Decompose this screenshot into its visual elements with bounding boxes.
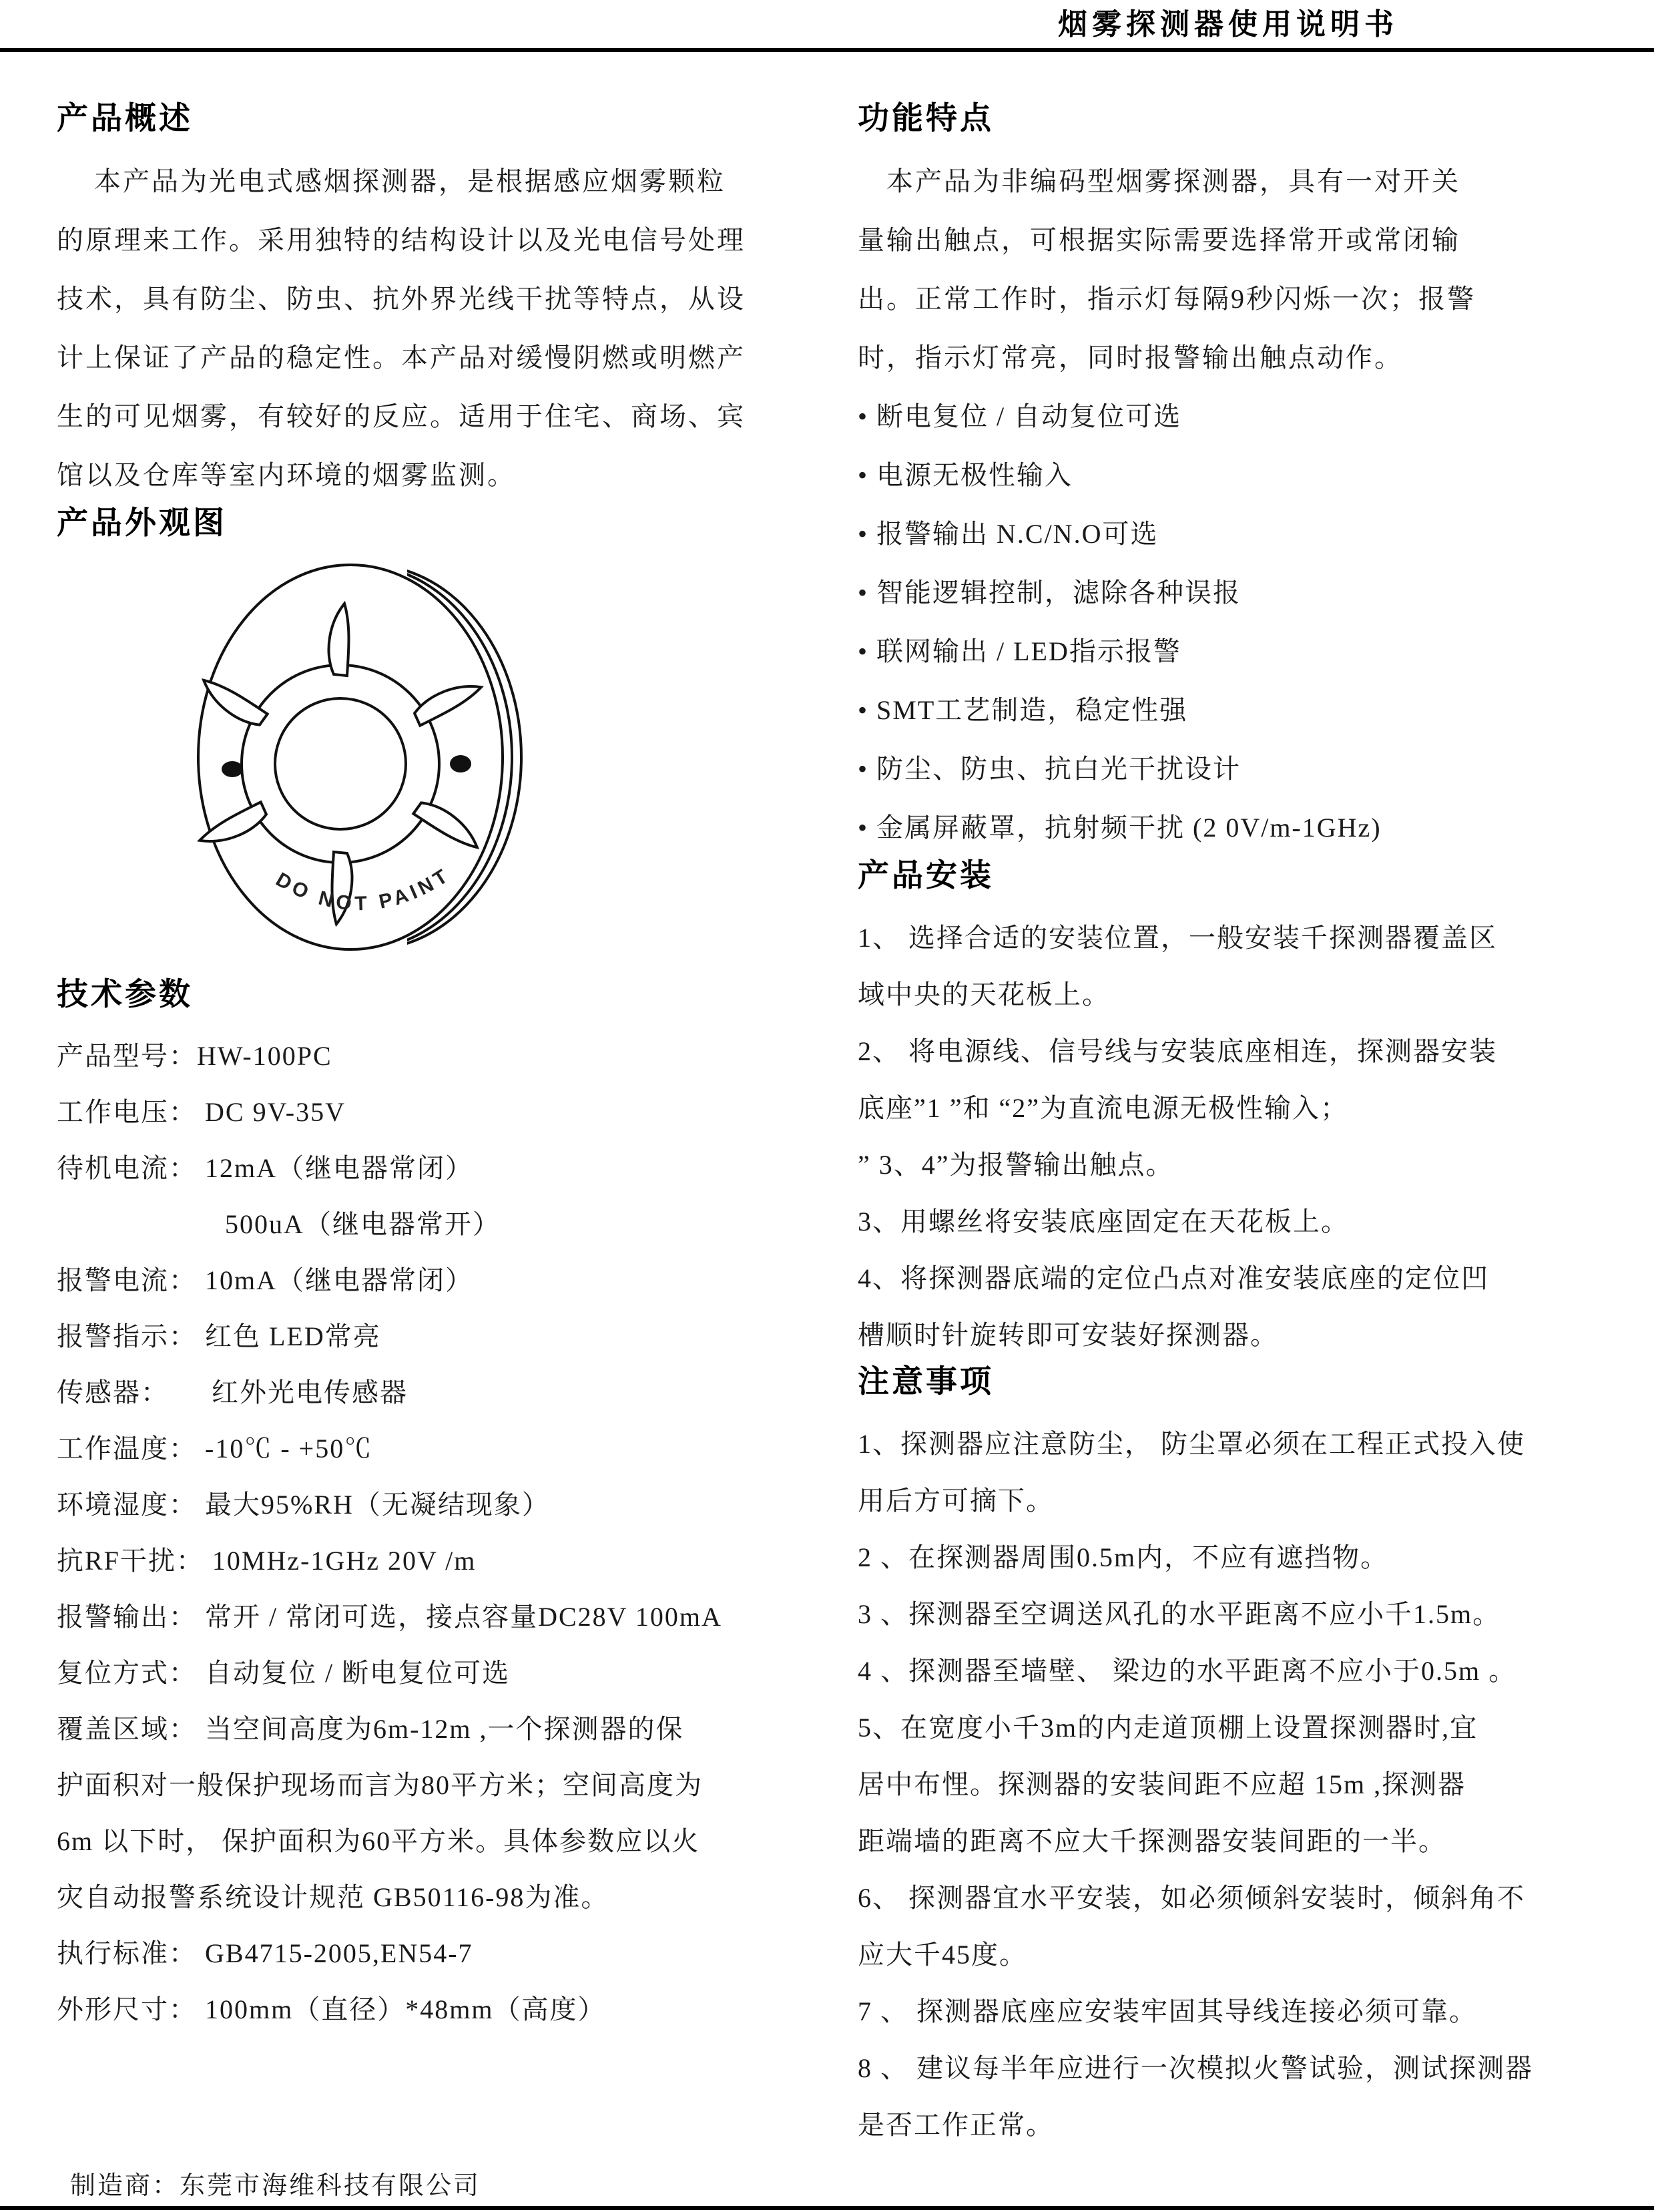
tech-param-line: 抗RF干扰： 10MHz-1GHz 20V /m [57, 1546, 477, 1576]
install-step-line: 1、 选择合适的安装位置，一般安装千探测器覆盖区 [858, 923, 1497, 953]
tech-param-line: 覆盖区域： 当空间高度为6m-12m ,一个探测器的保 [57, 1714, 684, 1744]
detector-led-dot-right [450, 755, 471, 772]
install-steps-list [858, 909, 1635, 1363]
feature-bullet-item: • 金属屏蔽罩，抗射频干扰 (2 0V/m-1GHz) [858, 813, 1382, 843]
header-divider [0, 48, 1654, 52]
tech-param-line: 执行标准： GB4715-2005,EN54-7 [57, 1938, 473, 1968]
features-text-line: 量输出触点，可根据实际需要选择常开或常闭输 [858, 225, 1460, 255]
feature-bullet-item: • 智能逻辑控制，滤除各种误报 [858, 578, 1242, 608]
note-line: 应大千45度。 [858, 1940, 1027, 1970]
note-line: 3 、探测器至空调送风孔的水平距离不应小千1.5m。 [858, 1599, 1501, 1629]
tech-param-line: 6m 以下时， 保护面积为60平方米。具体参数应以火 [57, 1826, 700, 1856]
install-step-line: 3、用螺丝将安装底座固定在天花板上。 [858, 1206, 1349, 1237]
manufacturer-line: 制造商：东莞市海维科技有限公司 [70, 2172, 481, 2200]
tech-param-line: 外形尺寸： 100mm（直径）*48mm（高度） [57, 1994, 606, 2024]
note-line: 4 、探测器至墙壁、 梁边的水平距离不应小于0.5m 。 [858, 1656, 1517, 1686]
note-line: 8 、 建议每半年应进行一次模拟火警试验，测试探测器 [858, 2053, 1533, 2083]
tech-param-line: 传感器： 红外光电传感器 [57, 1377, 408, 1407]
install-step-line: 4、将探测器底端的定位凸点对准安装底座的定位凹 [858, 1263, 1489, 1293]
tech-param-line: 报警指示： 红色 LED常亮 [57, 1321, 381, 1351]
install-step-line: 槽顺时针旋转即可安装好探测器。 [858, 1320, 1278, 1350]
overview-text-line: 的原理来工作。采用独特的结构设计以及光电信号处理 [57, 225, 746, 255]
install-step-line: 2、 将电源线、信号线与安装底座相连，探测器安装 [858, 1036, 1497, 1066]
note-line: 距端墙的距离不应大千探测器安装间距的一半。 [858, 1826, 1446, 1856]
smoke-detector-drawing [194, 557, 527, 957]
tech-params-list [57, 1028, 788, 2038]
notes-list [858, 1415, 1635, 2153]
note-line: 用后方可摘下。 [858, 1486, 1054, 1516]
features-text-line: 本产品为非编码型烟雾探测器，具有一对开关 [858, 166, 1460, 196]
feature-bullet-item: • 防尘、防虫、抗白光干扰设计 [858, 754, 1242, 784]
note-line: 7 、 探测器底座应安装牢固其导线连接必须可靠。 [858, 1996, 1477, 2026]
note-line: 是否工作正常。 [858, 2110, 1054, 2140]
overview-text-line: 馆以及仓库等室内环境的烟雾监测。 [57, 460, 516, 490]
left-column [57, 100, 788, 2038]
note-line: 6、 探测器宜水平安装，如必须倾斜安装时，倾斜角不 [858, 1883, 1525, 1913]
page-title: 烟雾探测器使用说明书 [1058, 8, 1398, 41]
features-bullet-list [858, 387, 1635, 857]
tech-param-line: 工作温度： -10℃ - +50℃ [57, 1433, 373, 1464]
feature-bullet-item: • 电源无极性输入 [858, 460, 1073, 490]
overview-text-line: 计上保证了产品的稳定性。本产品对缓慢阴燃或明燃产 [57, 343, 746, 373]
note-line: 居中布悝。探测器的安装间距不应超 15m ,探测器 [858, 1769, 1466, 1799]
tech-param-line: 工作电压： DC 9V-35V [57, 1097, 346, 1127]
section-heading-notes: 注意事项 [858, 1363, 994, 1399]
note-line: 2 、在探测器周围0.5m内，不应有遮挡物。 [858, 1542, 1389, 1572]
section-heading-overview: 产品概述 [57, 100, 193, 136]
tech-param-line: 报警输出： 常开 / 常闭可选，接点容量DC28V 100mA [57, 1602, 722, 1632]
section-heading-tech-params: 技术参数 [57, 976, 193, 1012]
install-step-line: 底座”1 ”和 “2”为直流电源无极性输入； [858, 1093, 1349, 1123]
section-heading-install: 产品安装 [858, 857, 994, 893]
feature-bullet-item: • 报警输出 N.C/N.O可选 [858, 519, 1159, 549]
right-column [858, 100, 1635, 2153]
install-step-line: 域中央的天花板上。 [858, 979, 1110, 1010]
install-step-line: ” 3、4”为报警输出触点。 [858, 1150, 1174, 1180]
footer-divider [0, 2206, 1654, 2210]
detector-led-dot-left [222, 761, 243, 777]
tech-param-line: 复位方式： 自动复位 / 断电复位可选 [57, 1658, 511, 1688]
tech-param-line: 环境湿度： 最大95%RH（无凝结现象） [57, 1490, 550, 1520]
tech-param-line: 报警电流： 10mA（继电器常闭） [57, 1265, 473, 1295]
feature-bullet-item: • 断电复位 / 自动复位可选 [858, 401, 1182, 431]
tech-param-line: 护面积对一般保护现场而言为80平方米；空间高度为 [57, 1770, 703, 1800]
features-text-line: 时，指示灯常亮，同时报警输出触点动作。 [858, 343, 1403, 373]
tech-param-line: 500uA（继电器常开） [57, 1209, 501, 1239]
overview-text-line: 本产品为光电式感烟探测器，是根据感应烟雾颗粒 [57, 166, 726, 196]
do-not-paint-label: DO NOT PAINT [272, 863, 455, 915]
section-heading-appearance: 产品外观图 [57, 505, 227, 540]
smoke-detector-illustration [194, 557, 527, 957]
detector-ring-inner [275, 698, 406, 829]
overview-paragraph [57, 152, 788, 505]
section-heading-features: 功能特点 [858, 100, 994, 136]
feature-bullet-item: • SMT工艺制造，稳定性强 [858, 695, 1188, 725]
features-text-line: 出。正常工作时，指示灯每隔9秒闪烁一次；报警 [858, 284, 1476, 314]
note-line: 5、在宽度小千3m的内走道顶棚上设置探测器时,宜 [858, 1713, 1478, 1743]
note-line: 1、探测器应注意防尘， 防尘罩必须在工程正式投入使 [858, 1429, 1525, 1459]
feature-bullet-item: • 联网输出 / LED指示报警 [858, 636, 1181, 666]
tech-param-line: 产品型号：HW-100PC [57, 1041, 332, 1071]
overview-text-line: 技术，具有防尘、防虫、抗外界光线干扰等特点，从设 [57, 284, 746, 314]
overview-text-line: 生的可见烟雾，有较好的反应。适用于住宅、商场、宾 [57, 401, 746, 431]
features-paragraph [858, 152, 1635, 387]
tech-param-line: 灾自动报警系统设计规范 GB50116-98为准。 [57, 1882, 609, 1912]
tech-param-line: 待机电流： 12mA（继电器常闭） [57, 1153, 473, 1183]
